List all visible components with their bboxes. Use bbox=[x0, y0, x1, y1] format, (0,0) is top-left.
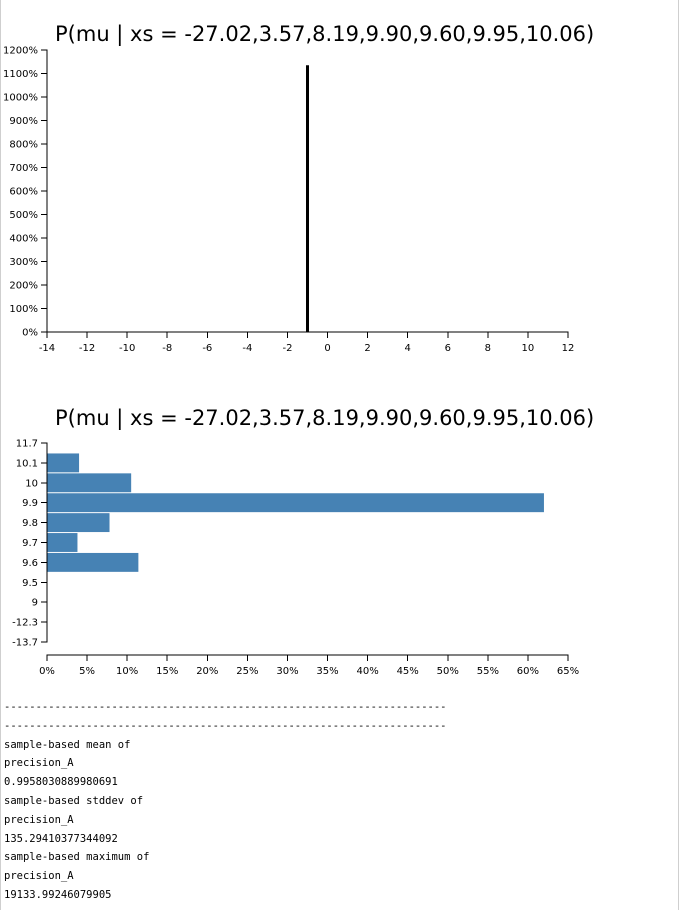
chart2-y-tick-label: 9.8 bbox=[22, 518, 38, 530]
chart1-y-tick-label: 0% bbox=[22, 327, 38, 339]
console-line: precision_A bbox=[4, 757, 74, 770]
console-line: 0.9958030889980691 bbox=[4, 776, 118, 789]
chart2-bar bbox=[47, 453, 79, 472]
chart2-bar bbox=[47, 533, 77, 552]
chart1-x-tick-label: -10 bbox=[118, 343, 136, 354]
chart2-x-tick-label: 15% bbox=[156, 665, 179, 677]
chart1-x-tick-label: -2 bbox=[282, 343, 293, 354]
chart2-marks bbox=[47, 453, 544, 571]
chart2-y-tick-label: 10 bbox=[25, 478, 38, 490]
console-line: ---------------------------------------------------------------------- bbox=[4, 719, 447, 732]
chart2-x-tick-label: 45% bbox=[396, 665, 419, 677]
chart1-y-tick-label: 600% bbox=[9, 186, 38, 198]
chart1-y-tick-label: 100% bbox=[9, 304, 38, 315]
chart1-x-axis-line bbox=[47, 332, 568, 338]
chart1-y-tick-label: 400% bbox=[9, 233, 38, 245]
chart1-y-axis bbox=[3, 46, 47, 339]
chart2-y-tick-label: 9.7 bbox=[22, 538, 38, 549]
chart1-x-tick-label: -8 bbox=[162, 343, 173, 354]
chart2-x-tick-label: 30% bbox=[276, 665, 299, 677]
chart1-y-tick-label: 1200% bbox=[3, 45, 38, 57]
chart1-x-tick-label: 0 bbox=[324, 343, 331, 354]
chart2-y-tick-label: -13.7 bbox=[12, 637, 38, 649]
chart2-bar bbox=[47, 513, 110, 532]
histogram-chart bbox=[0, 380, 680, 680]
chart2-y-tick-label: 9.6 bbox=[22, 557, 38, 569]
density-chart bbox=[0, 0, 680, 370]
chart2-x-tick-label: 50% bbox=[436, 665, 459, 677]
chart2-x-tick-label: 10% bbox=[116, 665, 139, 677]
chart2-y-axis bbox=[12, 439, 47, 649]
chart2-x-tick-label: 65% bbox=[556, 665, 580, 677]
chart2-title: P(mu | xs = -27.02,3.57,8.19,9.90,9.60,9.95,10.06) bbox=[55, 406, 595, 430]
chart1-x-tick-label: 6 bbox=[444, 343, 451, 354]
chart1-y-tick-label: 1100% bbox=[3, 69, 38, 80]
chart2-y-tick-label: -12.3 bbox=[12, 617, 38, 629]
chart1-x-tick-label: -4 bbox=[242, 343, 253, 354]
chart1-y-tick-label: 800% bbox=[9, 139, 38, 151]
console-line: precision_A bbox=[4, 870, 74, 883]
chart1-y-tick-label: 300% bbox=[9, 257, 38, 268]
chart2-bar bbox=[47, 493, 544, 512]
chart2-x-axis bbox=[39, 655, 579, 677]
chart2-bar bbox=[47, 553, 138, 572]
chart1-x-tick-label: -6 bbox=[202, 343, 213, 354]
chart2-x-tick-label: 60% bbox=[516, 665, 540, 677]
chart2-y-tick-label: 9 bbox=[31, 597, 38, 609]
chart2-bar bbox=[47, 473, 131, 492]
chart2-x-tick-label: 0% bbox=[39, 665, 55, 677]
console-line: 135.29410377344092 bbox=[4, 832, 118, 845]
console-line: sample-based mean of bbox=[4, 738, 131, 751]
console-line: sample-based stddev of bbox=[4, 794, 144, 807]
chart1-x-axis bbox=[39, 332, 575, 354]
chart2-x-tick-label: 20% bbox=[196, 665, 219, 677]
chart1-x-tick-label: 12 bbox=[561, 343, 575, 354]
chart1-y-tick-label: 200% bbox=[9, 280, 38, 292]
console-line: ---------------------------------------------------------------------- bbox=[4, 701, 447, 713]
chart2-y-tick-label: 9.5 bbox=[22, 577, 38, 589]
chart1-x-tick-label: 2 bbox=[364, 343, 371, 354]
console-line: precision_A bbox=[4, 813, 74, 826]
chart1-y-tick-label: 500% bbox=[9, 210, 38, 221]
chart1-y-tick-label: 1000% bbox=[3, 92, 38, 104]
chart2-x-tick-label: 25% bbox=[236, 665, 259, 677]
chart2-x-tick-label: 55% bbox=[476, 665, 499, 677]
chart2-y-tick-label: 9.9 bbox=[22, 498, 38, 510]
chart2-x-tick-label: 35% bbox=[316, 665, 339, 677]
chart2-x-tick-label: 40% bbox=[356, 665, 379, 677]
chart1-x-tick-label: -12 bbox=[78, 343, 96, 354]
chart1-title: P(mu | xs = -27.02,3.57,8.19,9.90,9.60,9.95,10.06) bbox=[55, 22, 595, 46]
chart1-y-tick-label: 900% bbox=[9, 116, 38, 127]
chart1-x-tick-label: 8 bbox=[484, 343, 492, 354]
chart2-x-tick-label: 5% bbox=[79, 665, 96, 677]
console-line: 19133.99246079905 bbox=[4, 888, 112, 901]
chart2-y-tick-label: 10.1 bbox=[15, 458, 38, 470]
console-output bbox=[4, 698, 674, 905]
console-line: sample-based maximum of bbox=[4, 851, 150, 864]
chart1-y-tick-label: 700% bbox=[9, 163, 38, 174]
chart2-x-axis-line bbox=[47, 655, 568, 661]
chart1-x-tick-label: -14 bbox=[38, 343, 56, 354]
chart2-y-tick-label: 11.7 bbox=[15, 438, 38, 450]
chart1-x-tick-label: 4 bbox=[404, 343, 411, 354]
chart1-x-tick-label: 10 bbox=[521, 343, 535, 354]
